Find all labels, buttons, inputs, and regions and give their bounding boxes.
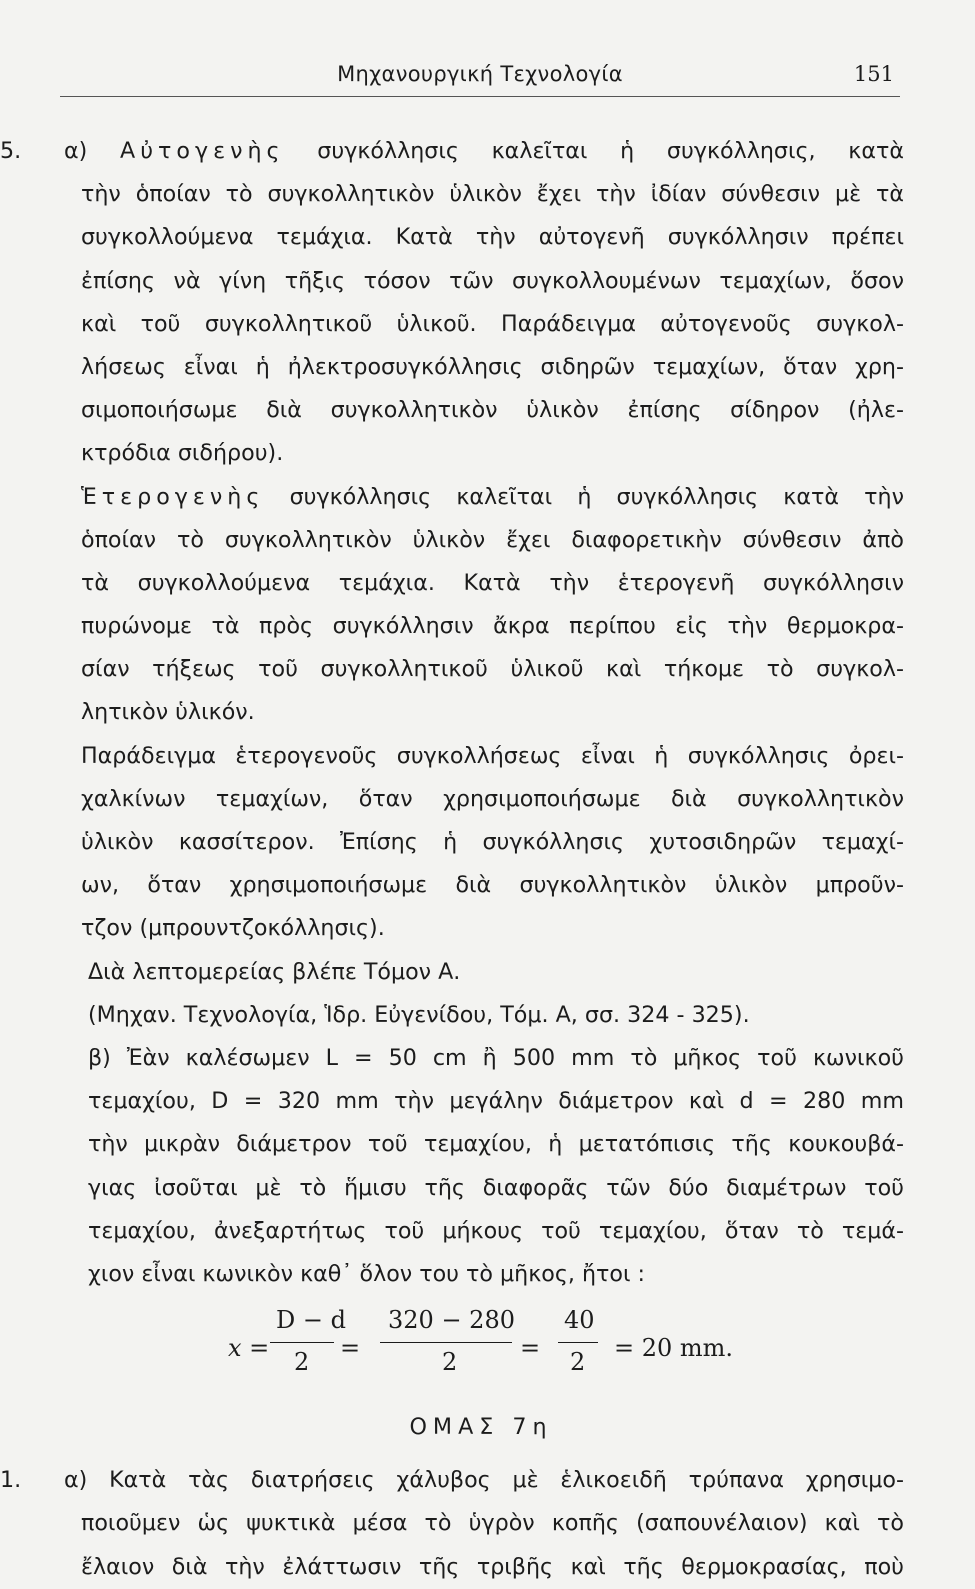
autogenous-term: Αὐτογενὴς (120, 138, 285, 164)
formula-lhs: x = (228, 1334, 270, 1363)
formula-denominator-2: 2 (442, 1348, 458, 1377)
formula-numerator-1: D − d (276, 1306, 346, 1335)
paragraph-line: τὴν ὁποίαν τὸ συγκολλητικὸν ὑλικὸν ἔχει τὴν ἰδίαν σύνθεσιν μὲ τὰ (81, 181, 904, 208)
paragraph-line: συγκόλλησις καλεῖται ἡ συγκόλλησις κατὰ τὴν (289, 483, 904, 510)
page-body (0, 130, 904, 1589)
item-b-line: β) Ἐὰν καλέσωμεν L = 50 cm ἢ 500 mm τὸ μῆκος τοῦ κωνικοῦ (88, 1044, 904, 1071)
formula-equals: = (340, 1334, 361, 1363)
paragraph-line: ἔλαιον διὰ τὴν ἐλάττωσιν τῆς τριβῆς καὶ τῆς θερμοκρασίας, ποὺ (81, 1553, 904, 1580)
reference-line: (Μηχαν. Τεχνολογία, Ἱδρ. Εὐγενίδου, Τόμ. Α, σσ. 324 - 325). (88, 1001, 750, 1028)
paragraph-line: τὰ συγκολλούμενα τεμάχια. Κατὰ τὴν ἑτερογενῆ συγκόλλησιν (81, 569, 904, 596)
item-b-line: τεμαχίου, D = 320 mm τὴν μεγάλην διάμετρον καὶ d = 280 mm (88, 1088, 904, 1115)
fraction-bar (270, 1342, 334, 1343)
paragraph-line: συγκολλούμενα τεμάχια. Κατὰ τὴν αὐτογενῆ συγκόλλησιν πρέπει (81, 224, 904, 251)
paragraph-line: λητικὸν ὑλικόν. (81, 699, 255, 726)
item-b-line: τὴν μικρὰν διάμετρον τοῦ τεμαχίου, ἡ μετατόπισις τῆς κουκουβά- (88, 1131, 904, 1158)
formula-numerator-3: 40 (564, 1306, 595, 1335)
reference-line: Διὰ λεπτομερείας βλέπε Τόμον Α. (88, 958, 461, 985)
paragraph-line: σίαν τήξεως τοῦ συγκολλητικοῦ ὑλικοῦ καὶ τήκομε τὸ συγκολ- (81, 656, 904, 683)
section-5-line-1 (0, 130, 904, 173)
item-b-line: τεμαχίου, ἀνεξαρτήτως τοῦ μήκους τοῦ τεμαχίου, ὅταν τὸ τεμά- (88, 1217, 904, 1244)
formula-result: = 20 mm. (614, 1334, 734, 1363)
paragraph-line: κτρόδια σιδήρου). (81, 440, 284, 467)
paragraph-line: λήσεως εἶναι ἡ ἠλεκτροσυγκόλλησις σιδηρῶν τεμαχίων, ὅταν χρη- (81, 353, 904, 380)
page-header (60, 60, 900, 97)
formula-denominator-1: 2 (294, 1348, 310, 1377)
paragraph-line: α) Κατὰ τὰς διατρήσεις χάλυβος μὲ ἑλικοειδῆ τρύπανα χρησιμο- (64, 1467, 904, 1494)
heterogenous-line-1 (58, 476, 904, 519)
paragraph-line: πυρώνομε τὰ πρὸς συγκόλλησιν ἄκρα περίπου εἰς τὴν θερμοκρα- (81, 613, 904, 640)
formula-numerator-2: 320 − 280 (388, 1306, 515, 1335)
paragraph-line: χαλκίνων τεμαχίων, ὅταν χρησιμοποιήσωμε διὰ συγκολλητικὸν (81, 785, 904, 812)
item-a-label: α) (64, 138, 88, 164)
paragraph-line: συγκόλλησις καλεῖται ἡ συγκόλλησις, κατὰ (317, 138, 904, 164)
group-heading: ΟΜΑΣ 7η (409, 1414, 553, 1441)
page-number: 151 (853, 62, 894, 86)
paragraph-line: τζον (μπρουντζοκόλλησις). (81, 915, 385, 942)
offset-formula (58, 1302, 904, 1398)
item-number: 1. (0, 1467, 22, 1494)
group-item-line-1 (0, 1459, 904, 1502)
running-title: Μηχανουργική Τεχνολογία (337, 62, 623, 86)
fraction-bar (380, 1342, 512, 1343)
paragraph-line: Παράδειγμα ἑτερογενοῦς συγκολλήσεως εἶναι ἡ συγκόλλησις ὀρει- (81, 742, 904, 769)
paragraph-line: σιμοποιήσωμε διὰ συγκολλητικὸν ὑλικὸν ἐπίσης σίδηρον (ἠλε- (81, 397, 904, 424)
formula-equals: = (520, 1334, 541, 1363)
item-b-line: χιον εἶναι κωνικὸν καθ᾽ ὅλον του τὸ μῆκος, ἤτοι : (88, 1260, 646, 1287)
paragraph-line: ἐπίσης νὰ γίνη τῆξις τόσον τῶν συγκολλουμένων τεμαχίων, ὅσον (81, 267, 904, 294)
paragraph-line: ὁποίαν τὸ συγκολλητικὸν ὑλικὸν ἔχει διαφορετικὴν σύνθεσιν ἀπὸ (81, 526, 904, 553)
heterogenous-term: Ἑτερογενὴς (81, 483, 265, 510)
paragraph-line: ὑλικὸν κασσίτερον. Ἐπίσης ἡ συγκόλλησις χυτοσιδηρῶν τεμαχί- (81, 829, 904, 855)
paragraph-line: ων, ὅταν χρησιμοποιήσωμε διὰ συγκολλητικὸν ὑλικὸν μπροῦν- (81, 872, 904, 899)
paragraph-line: καὶ τοῦ συγκολλητικοῦ ὑλικοῦ. Παράδειγμα αὐτογενοῦς συγκολ- (81, 310, 904, 337)
item-b-line: γιας ἰσοῦται μὲ τὸ ἥμισυ τῆς διαφορᾶς τῶν δύο διαμέτρων τοῦ (88, 1174, 904, 1201)
paragraph-line: ποιοῦμεν ὡς ψυκτικὰ μέσα τὸ ὑγρὸν κοπῆς (σαπουνέλαιον) καὶ τὸ (81, 1510, 904, 1537)
fraction-bar (558, 1342, 598, 1343)
section-number: 5. (0, 138, 22, 164)
formula-denominator-3: 2 (570, 1348, 586, 1377)
